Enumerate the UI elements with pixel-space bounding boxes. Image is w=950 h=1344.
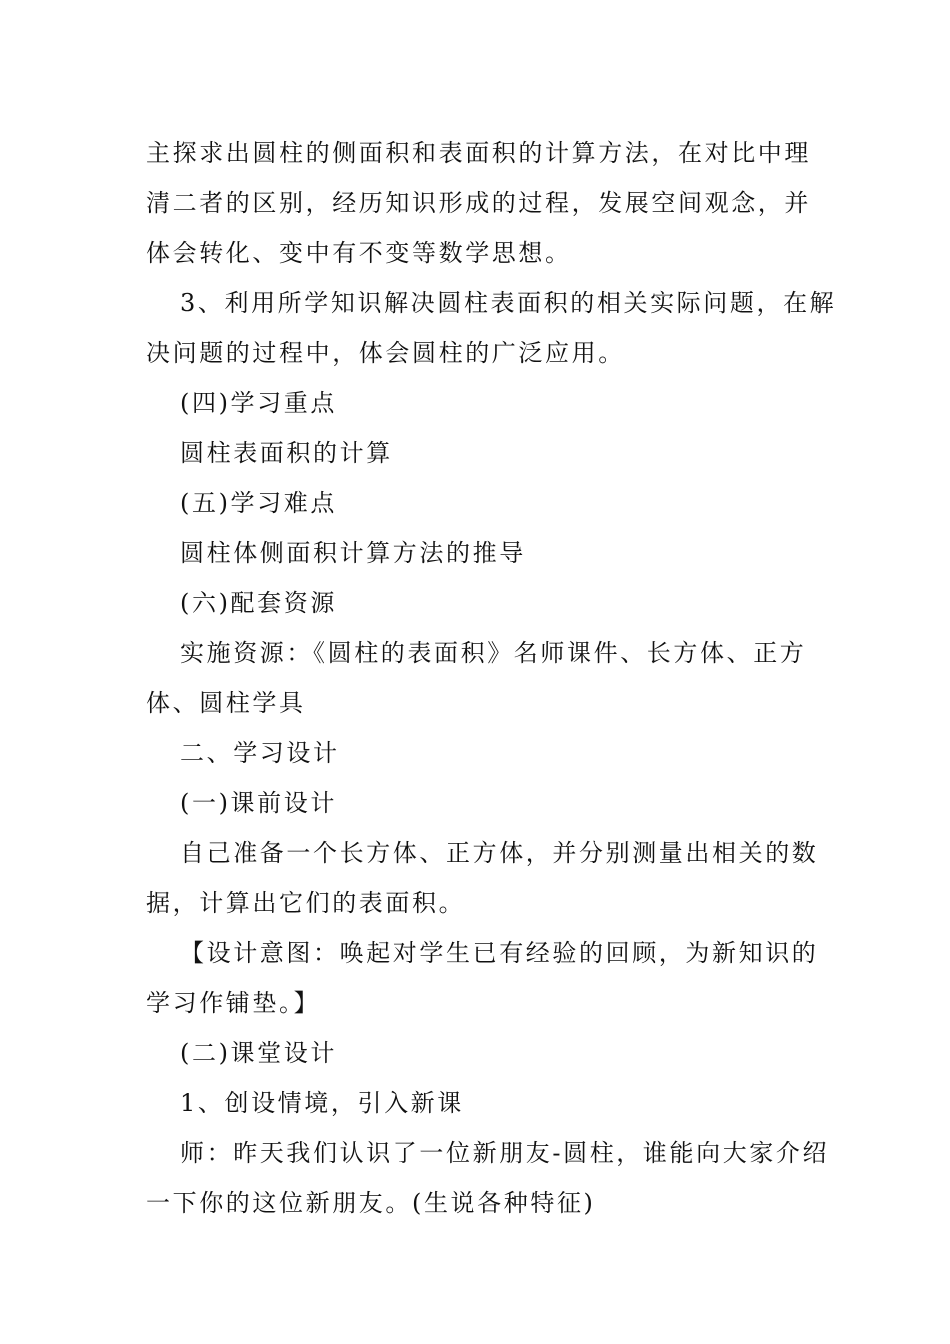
body-text-line: 清二者的区别，经历知识形成的过程，发展空间观念，并 [146, 189, 811, 217]
body-text-line: 师：昨天我们认识了一位新朋友-圆柱，谁能向大家介绍 [180, 1139, 830, 1167]
section-heading: (六)配套资源 [180, 589, 337, 617]
body-text-line: 据，计算出它们的表面积。 [146, 889, 466, 917]
section-heading: (五)学习难点 [180, 489, 337, 517]
body-text-line: 体、圆柱学具 [146, 689, 306, 717]
body-text-line: 体会转化、变中有不变等数学思想。 [146, 239, 572, 267]
body-text-line: 圆柱体侧面积计算方法的推导 [180, 539, 526, 567]
section-heading: (二)课堂设计 [180, 1039, 337, 1067]
body-text-line: 实施资源：《圆柱的表面积》名师课件、长方体、正方 [180, 639, 807, 667]
section-heading: (一)课前设计 [180, 789, 337, 817]
document-body [146, 128, 837, 1228]
design-intent-note: 【设计意图：唤起对学生已有经验的回顾，为新知识的 [180, 939, 819, 967]
section-heading: (四)学习重点 [180, 389, 337, 417]
body-text-line: 自己准备一个长方体、正方体，并分别测量出相关的数 [180, 839, 819, 867]
design-intent-note: 学习作铺垫。】 [146, 989, 321, 1017]
list-item-line: 3、利用所学知识解决圆柱表面积的相关实际问题，在解 [180, 289, 837, 317]
body-text-line: 决问题的过程中，体会圆柱的广泛应用。 [146, 339, 625, 367]
section-heading: 二、学习设计 [180, 739, 340, 767]
body-text-line: 圆柱表面积的计算 [180, 439, 393, 467]
body-text-line: 一下你的这位新朋友。(生说各种特征) [146, 1189, 596, 1217]
list-item-line: 1、创设情境，引入新课 [180, 1089, 464, 1117]
body-text-line: 主探求出圆柱的侧面积和表面积的计算方法，在对比中理 [146, 139, 811, 167]
